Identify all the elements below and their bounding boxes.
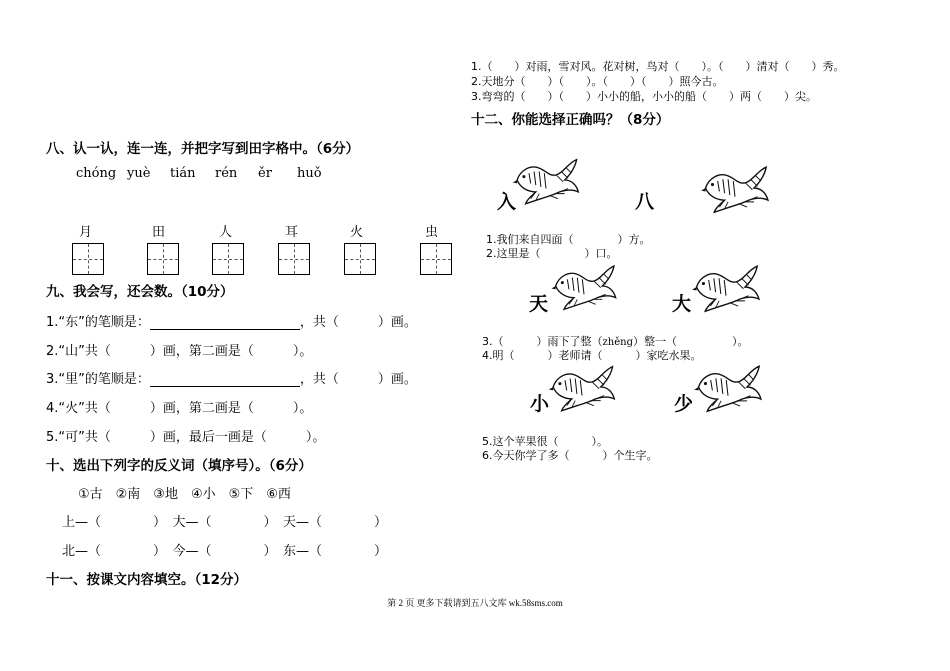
q12-4: 4.明（ ）老师请（ ）家吃水果。 [482,349,702,362]
q12-3-part-b: ）整一（ ）。 [632,335,749,348]
pinyin-1: chóng [76,166,117,181]
choice-char-ru: 入 [497,191,517,213]
fill-line-1: 1.（ ）对雨，雪对风。花对树，鸟对（ ）。（ ）清对（ ）秀。 [471,60,845,73]
char-1: 月 [79,225,93,240]
char-2: 田 [152,225,166,240]
q12-6: 6.今天你学了多（ ）个生字。 [482,449,658,462]
choice-char-shao: 少 [674,393,694,415]
bird-icon [512,154,580,206]
q9-1-suffix: ，共（ ）画。 [299,315,417,330]
section-9-title: 九、我会写，还会数。（10分） [46,284,234,300]
tian-grid-5[interactable] [344,243,376,275]
q12-5: 5.这个苹果很（ ）。 [482,435,608,448]
stroke-order-blank-1[interactable] [150,316,300,330]
choice-char-ba: 八 [635,191,655,213]
q12-1: 1.我们来自四面（ ）方。 [486,233,651,246]
q9-1 [46,311,417,330]
q9-3 [46,368,417,387]
tian-grid-3[interactable] [212,243,244,275]
tian-grid-4[interactable] [278,243,310,275]
fill-line-2: 2.天地分（ ）（ ）。（ ）（ ）照今古。 [471,75,724,88]
tian-grid-2[interactable] [147,243,179,275]
q9-2: 2.“山”共（ ）画，第二画是（ ）。 [46,344,313,359]
choice-char-tian: 天 [529,293,549,315]
q9-3-suffix: ，共（ ）画。 [299,372,417,387]
q12-2: 2.这里是（ ）口。 [486,247,618,260]
bird-icon [688,261,764,313]
pinyin-5: ěr [258,166,272,181]
char-3: 人 [219,225,233,240]
tian-grid-6[interactable] [420,243,452,275]
q9-5: 5.“可”共（ ）画，最后一画是（ ）。 [46,430,326,445]
antonym-options: ①古 ②南 ③地 ④小 ⑤下 ⑥西 [78,487,291,502]
page-footer: 第 2 页 更多下载请到五八文库 wk.58sms.com [387,598,563,608]
section-8-title: 八、认一认，连一连，并把字写到田字格中。（6分） [46,141,360,157]
bird-icon [698,162,772,214]
bird-icon [548,261,620,311]
section-12-title: 十二、你能选择正确吗？（8分） [471,112,670,128]
section-11-title: 十一、按课文内容填空。（12分） [46,572,248,588]
pinyin-4: rén [215,166,238,181]
section-10-title: 十、选出下列字的反义词（填序号）。（6分） [46,458,312,474]
antonym-row-2: 北—（ ） 今—（ ） 东—（ ） [62,544,388,559]
pinyin-6: huǒ [297,166,322,181]
choice-char-xiao: 小 [530,393,550,415]
q9-3-prefix: 3.“里”的笔顺是： [46,372,150,387]
char-5: 火 [350,225,364,240]
stroke-order-blank-3[interactable] [150,373,300,387]
char-4: 耳 [285,225,299,240]
q12-3-part-a: 3.（ ）雨下了整（ [482,335,603,348]
bird-icon [692,361,764,413]
choice-char-da: 大 [672,293,692,315]
char-6: 虫 [425,225,439,240]
fill-line-3: 3.弯弯的（ ）（ ）小小的船，小小的船（ ）两（ ）尖。 [471,90,817,103]
tian-grid-1[interactable] [72,243,104,275]
q9-4: 4.“火”共（ ）画，第二画是（ ）。 [46,401,313,416]
pinyin-2: yuè [127,166,151,181]
q9-1-prefix: 1.“东”的笔顺是： [46,315,150,330]
bird-icon [548,361,616,413]
pinyin-3: tián [170,166,196,181]
antonym-row-1: 上—（ ） 大—（ ） 天—（ ） [62,515,388,530]
q12-3-pinyin: zhěng [602,337,633,348]
